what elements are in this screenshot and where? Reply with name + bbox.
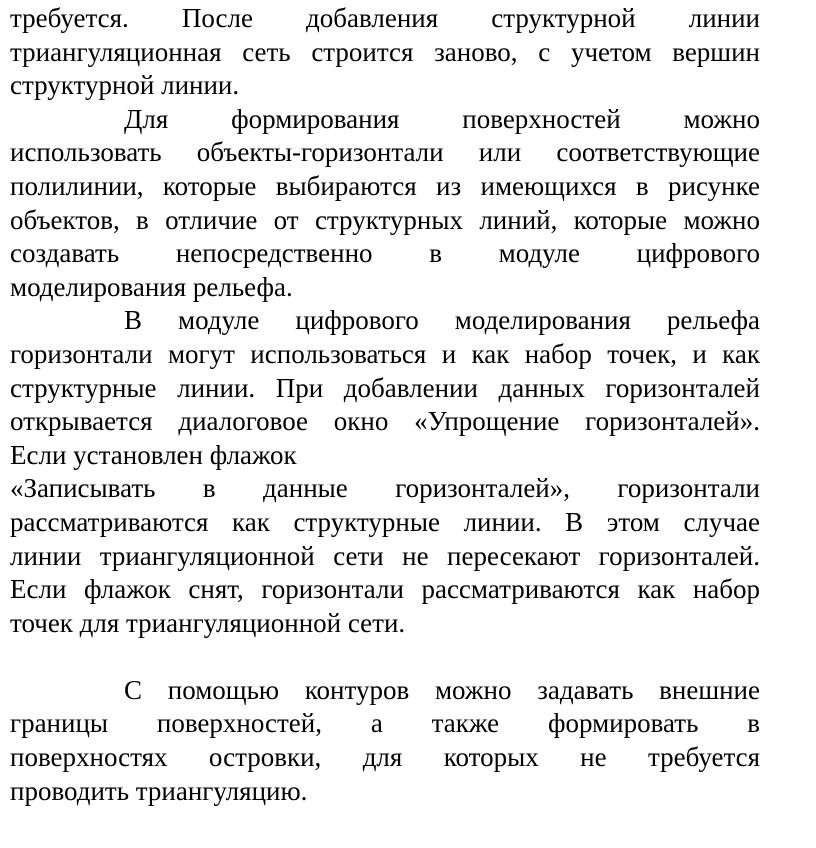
text-line: объектов, в отличие от структурных линий, которые можно <box>10 204 760 235</box>
text-line: «Записывать в данные горизонталей», горизонтали <box>10 473 760 504</box>
text-line: структурные линии. При добавлении данных горизонталей <box>10 372 760 403</box>
text-line: поверхностях островки, для которых не требуется <box>10 742 760 773</box>
text-line: В модуле цифрового моделирования рельефа <box>124 305 760 336</box>
text-line: использовать объекты-горизонтали или соответствующие <box>10 137 760 168</box>
paragraph-4 <box>10 472 760 640</box>
paragraph-3 <box>10 304 760 472</box>
paragraph-2 <box>10 103 760 305</box>
text-line: требуется. После добавления структурной линии <box>10 3 760 33</box>
text-line: проводить триангуляцию. <box>10 775 308 806</box>
text-line: полилинии, которые выбираются из имеющихся в рисунке <box>10 170 760 201</box>
text-line: Для формирования поверхностей можно <box>124 103 760 134</box>
text-line: триангуляционная сеть строится заново, с учетом вершин <box>10 36 760 67</box>
text-line: Если установлен флажок <box>10 439 297 470</box>
paragraph-1 <box>10 2 760 103</box>
text-line: структурной линии. <box>10 70 240 101</box>
text-line: границы поверхностей, а также формировать в <box>10 708 760 739</box>
text-line: создавать непосредственно в модуле цифрового <box>10 238 760 269</box>
text-line: линии триангуляционной сети не пересекают горизонталей. <box>10 540 760 571</box>
paragraph-5 <box>10 674 760 808</box>
text-line: рассматриваются как структурные линии. В этом случае <box>10 506 760 537</box>
text-line: точек для триангуляционной сети. <box>10 607 406 638</box>
text-line: Если флажок снят, горизонтали рассматриваются как набор <box>10 574 760 605</box>
text-line: моделирования рельефа. <box>10 271 293 302</box>
document-page <box>10 2 760 808</box>
paragraph-spacer <box>10 640 760 674</box>
text-line: С помощью контуров можно задавать внешние <box>124 674 760 705</box>
text-line: горизонтали могут использоваться и как набор точек, и как <box>10 338 760 369</box>
text-line: открывается диалоговое окно «Упрощение горизонталей». <box>10 406 760 437</box>
